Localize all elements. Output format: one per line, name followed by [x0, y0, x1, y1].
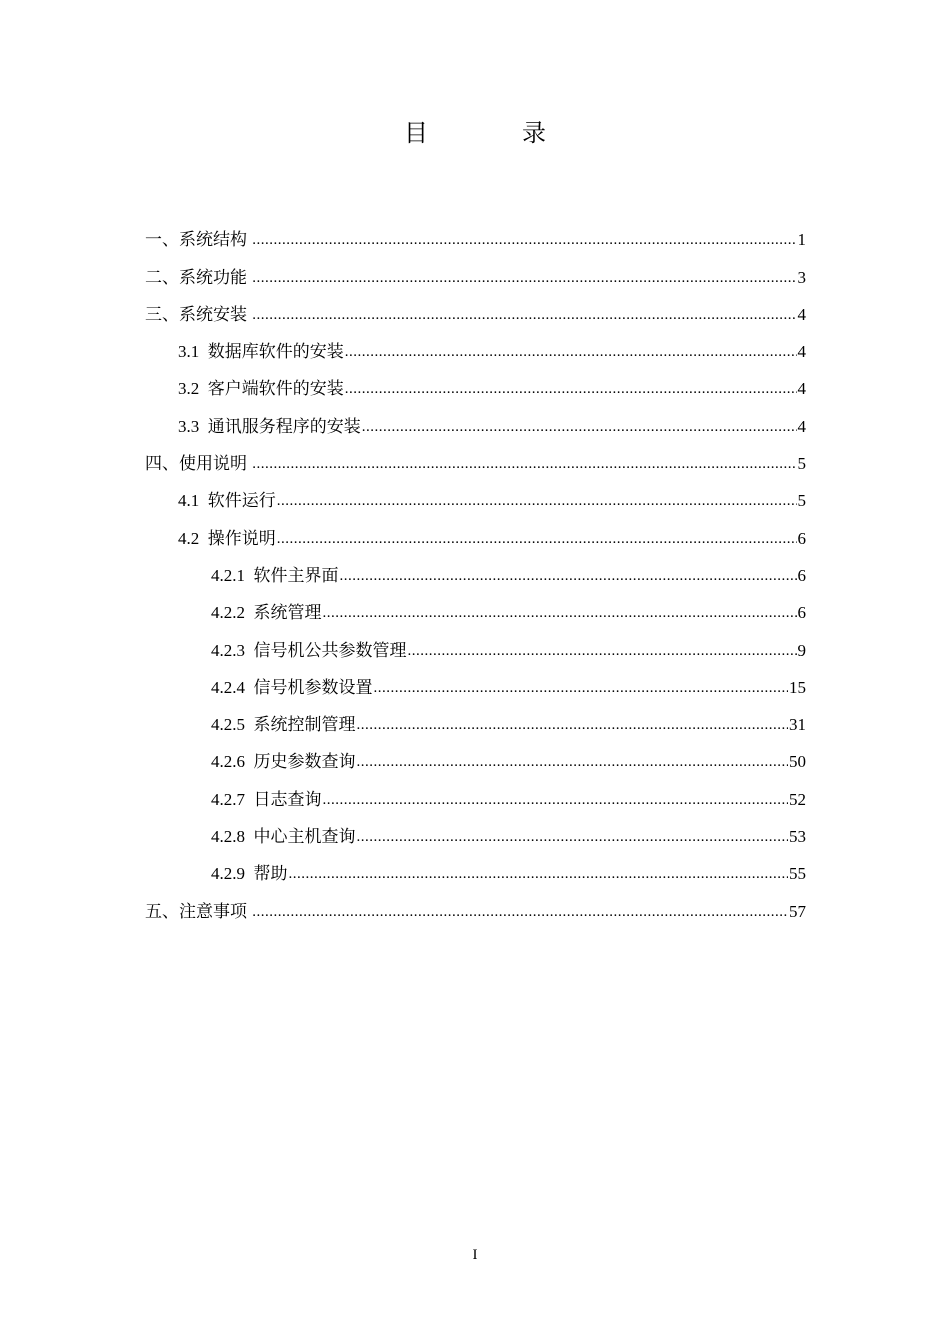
toc-entry-text: 五、注意事项	[145, 901, 252, 921]
toc-leader-dots	[357, 714, 789, 736]
toc-leader-dots	[323, 789, 789, 811]
toc-entry[interactable]	[145, 438, 806, 475]
toc-entry-text: 4.2.9 帮助	[211, 864, 288, 884]
toc-entry[interactable]	[145, 400, 806, 437]
toc-entry[interactable]	[145, 811, 806, 848]
toc-entry-page: 50	[789, 752, 806, 772]
toc-leader-dots	[323, 602, 797, 624]
toc-entry-page: 4	[797, 342, 806, 362]
toc-entry[interactable]	[145, 587, 806, 624]
toc-entry-text: 3.1 数据库软件的安装	[178, 342, 344, 362]
toc-entry[interactable]	[145, 326, 806, 363]
toc-entry-page: 15	[789, 677, 806, 697]
toc-leader-dots	[408, 640, 797, 662]
toc-entry[interactable]	[145, 550, 806, 587]
toc-entry-text: 二、系统功能	[145, 267, 252, 287]
toc-entry-text: 4.2 操作说明	[178, 528, 276, 548]
toc-entry-page: 9	[797, 640, 806, 660]
toc-leader-dots	[252, 304, 796, 326]
toc-entry-text: 4.2.3 信号机公共参数管理	[211, 640, 407, 660]
toc-entry-text: 4.2.7 日志查询	[211, 789, 322, 809]
toc-entry[interactable]	[145, 363, 806, 400]
toc-entry-page: 5	[797, 454, 806, 474]
toc-leader-dots	[289, 863, 789, 885]
toc-entry-page: 4	[797, 304, 806, 324]
toc-entry[interactable]	[145, 736, 806, 773]
toc-entry-page: 6	[797, 528, 806, 548]
toc-leader-dots	[277, 528, 797, 550]
toc-entry-page: 4	[797, 379, 806, 399]
toc-entry-page: 3	[797, 267, 806, 287]
toc-entry-text: 4.2.2 系统管理	[211, 603, 322, 623]
toc-entry-page: 55	[789, 864, 806, 884]
toc-entry-page: 4	[797, 416, 806, 436]
toc-leader-dots	[252, 901, 788, 923]
toc-leader-dots	[252, 229, 796, 251]
toc-entry-text: 3.2 客户端软件的安装	[178, 379, 344, 399]
page-number: I	[472, 1247, 478, 1263]
toc-leader-dots	[252, 267, 796, 289]
toc-entry-page: 1	[797, 230, 806, 250]
toc-leader-dots	[357, 751, 789, 773]
toc-entry-page: 57	[789, 901, 806, 921]
toc-entry-page: 53	[789, 827, 806, 847]
toc-entry-text: 4.2.4 信号机参数设置	[211, 677, 373, 697]
toc-entry[interactable]	[145, 848, 806, 885]
toc-leader-dots	[362, 416, 797, 438]
toc-entry-page: 5	[797, 491, 806, 511]
toc-entry-text: 一、系统结构	[145, 230, 252, 250]
toc-entry-page: 52	[789, 789, 806, 809]
toc-leader-dots	[252, 453, 796, 475]
toc-entry-text: 4.2.6 历史参数查询	[211, 752, 356, 772]
toc-leader-dots	[345, 378, 797, 400]
toc-entry[interactable]	[145, 699, 806, 736]
toc-entry-text: 4.2.8 中心主机查询	[211, 827, 356, 847]
toc-leader-dots	[345, 341, 797, 363]
table-of-contents	[145, 214, 806, 923]
toc-leader-dots	[357, 826, 789, 848]
toc-entry[interactable]	[145, 475, 806, 512]
toc-entry-text: 三、系统安装	[145, 304, 252, 324]
toc-entry[interactable]	[145, 624, 806, 661]
toc-entry[interactable]	[145, 289, 806, 326]
toc-entry[interactable]	[145, 512, 806, 549]
toc-leader-dots	[340, 565, 797, 587]
toc-entry-text: 四、使用说明	[145, 454, 252, 474]
toc-entry[interactable]	[145, 214, 806, 251]
toc-entry-text: 4.2.1 软件主界面	[211, 565, 339, 585]
toc-entry[interactable]	[145, 662, 806, 699]
toc-leader-dots	[277, 490, 797, 512]
toc-entry-text: 4.2.5 系统控制管理	[211, 715, 356, 735]
toc-entry-page: 31	[789, 715, 806, 735]
toc-entry-page: 6	[797, 565, 806, 585]
toc-entry[interactable]	[145, 773, 806, 810]
toc-entry-text: 3.3 通讯服务程序的安装	[178, 416, 361, 436]
toc-entry[interactable]	[145, 885, 806, 922]
toc-title: 目 录	[404, 121, 590, 147]
toc-leader-dots	[374, 677, 789, 699]
toc-entry-page: 6	[797, 603, 806, 623]
toc-entry[interactable]	[145, 251, 806, 288]
toc-entry-text: 4.1 软件运行	[178, 491, 276, 511]
